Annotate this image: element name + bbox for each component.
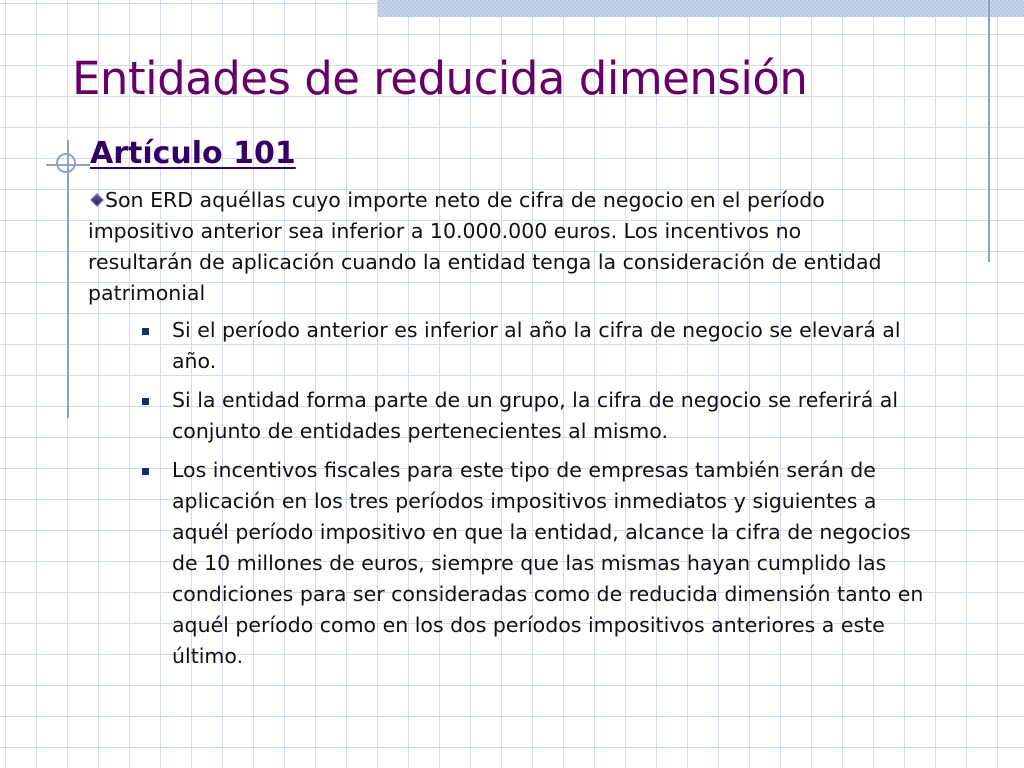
bullet-list <box>136 315 936 680</box>
decorative-vertical-line-right <box>988 0 990 262</box>
list-item-text: Si la entidad forma parte de un grupo, la cifra de negocio se referirá al conjunto de entidades pertenecientes al mismo. <box>172 388 899 443</box>
list-item <box>136 455 936 672</box>
intro-paragraph-text: Son ERD aquéllas cuyo importe neto de cifra de negocio en el período impositivo anterior sea inferior a 10.000.000 euros. Los incentivos no resultarán de aplicación cuando la entidad tenga la consideración de entidad patrimonial <box>88 188 882 305</box>
diamond-bullet-icon <box>90 193 104 207</box>
list-item <box>136 385 936 447</box>
slide-title: Entidades de reducida dimensión <box>72 52 808 105</box>
decorative-vertical-line-left <box>67 140 69 418</box>
header-pattern-band <box>378 0 1024 17</box>
square-bullet-icon <box>142 468 149 475</box>
square-bullet-icon <box>142 328 149 335</box>
list-item-text: Los incentivos fiscales para este tipo de empresas también serán de aplicación en los tres períodos impositivos inmediatos y siguientes a aquél período impositivo en que la entidad, alcance la cifra de negocios de 10 millones de euros, siempre que las mismas hayan cumplido las condiciones para ser consideradas como de reducida dimensión tanto en aquél período como en los dos períodos impositivos anteriores a este último. <box>172 458 924 668</box>
list-item <box>136 315 936 377</box>
intro-paragraph <box>88 185 908 309</box>
article-heading: Artículo 101 <box>90 136 296 171</box>
list-item-text: Si el período anterior es inferior al año la cifra de negocio se elevará al año. <box>172 318 901 373</box>
circle-crosshair-icon <box>56 153 76 173</box>
square-bullet-icon <box>142 398 149 405</box>
